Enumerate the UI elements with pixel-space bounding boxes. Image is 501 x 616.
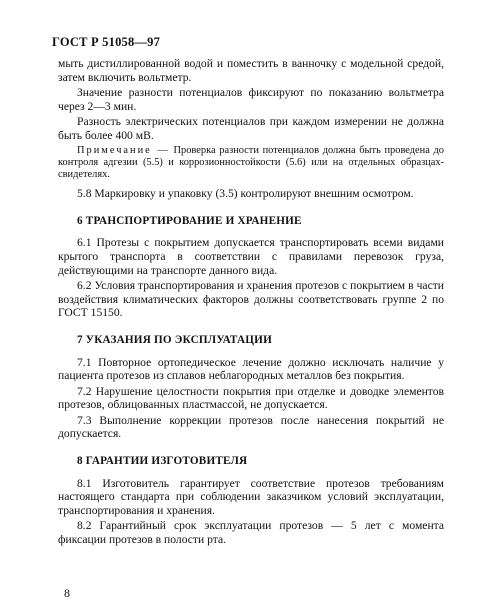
section-7-title: 7 УКАЗАНИЯ ПО ЭКСПЛУАТАЦИИ bbox=[77, 333, 272, 346]
paragraph-7-3: 7.3 Выполнение коррекции протезов после нанесения покрытий не допускается. bbox=[58, 413, 444, 441]
paragraph-8-1: 8.1 Изготовитель гарантирует соответствие протезов требованиям настоящего стандарта при соблюдении заказчиком условий эксплуатации, транспортирования и хранения. bbox=[58, 476, 444, 517]
note-text: Проверка разности потенциалов должна быть проведена до контроля адгезии (5.5) и коррозионностойкости (5.6) или на отдельных образцах-свидетелях. bbox=[58, 144, 445, 180]
paragraph-8-2: 8.2 Гарантийный срок эксплуатации протезов — 5 лет с момента фиксации протезов в полости рта. bbox=[58, 519, 444, 547]
page-content bbox=[58, 57, 444, 549]
paragraph-continuation: мыть дистиллированной водой и поместить в ванночку с модельной средой, затем включить вольтметр. bbox=[58, 57, 444, 84]
note bbox=[58, 145, 444, 182]
paragraph-potential-reading: Значение разности потенциалов фиксируют по показанию вольтметра через 2—3 мин. bbox=[58, 86, 444, 113]
note-label: Примечание — bbox=[77, 144, 170, 156]
section-8-title: 8 ГАРАНТИИ ИЗГОТОВИТЕЛЯ bbox=[77, 455, 248, 468]
paragraph-6-2: 6.2 Условия транспортирования и хранения протезов с покрытием в части воздействия климатических факторов должны соответствовать группе 2 по ГОСТ 15150. bbox=[58, 279, 444, 320]
paragraph-7-2: 7.2 Нарушение целостности покрытия при отделке и доводке элементов протезов, облицованных пластмассой, не допускается. bbox=[58, 384, 444, 412]
page-number: 8 bbox=[64, 586, 70, 600]
section-6-title: 6 ТРАНСПОРТИРОВАНИЕ И ХРАНЕНИЕ bbox=[77, 214, 302, 227]
page-header: ГОСТ Р 51058—97 bbox=[52, 35, 161, 49]
paragraph-6-1: 6.1 Протезы с покрытием допускается транспортировать всеми видами крытого транспорта в соответствии с правилами перевозок груза, действующими на транспорте данного вида. bbox=[58, 236, 444, 277]
paragraph-7-1: 7.1 Повторное ортопедическое лечение должно исключать наличие у пациента протезов из сплавов неблагородных металлов без покрытия. bbox=[58, 355, 444, 383]
paragraph-potential-limit: Разность электрических потенциалов при каждом измерении не должна быть более 400 мВ. bbox=[58, 115, 444, 142]
paragraph-5-8: 5.8 Маркировку и упаковку (3.5) контролируют внешним осмотром. bbox=[77, 187, 414, 201]
